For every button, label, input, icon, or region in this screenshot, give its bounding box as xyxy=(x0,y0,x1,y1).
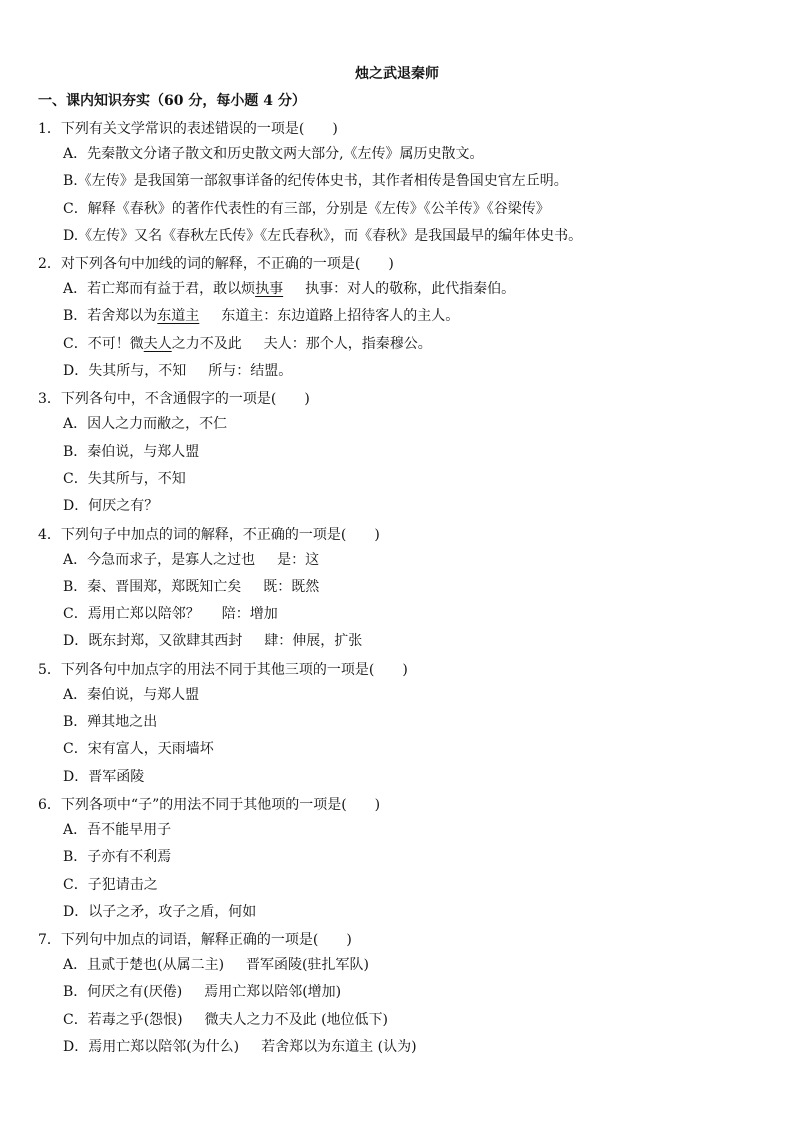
option-text: C．不可！微 xyxy=(63,335,144,352)
option-text: A．吾不能早用子 xyxy=(63,821,172,838)
option-explanation: 微夫人之力不及此 (地位低下) xyxy=(204,1011,389,1028)
option-A xyxy=(38,411,758,438)
option-text: D．晋军函陵 xyxy=(63,768,145,785)
option-A xyxy=(38,141,758,168)
underlined-term: 夫人 xyxy=(143,335,172,352)
option-text: A．秦伯说，与郑人盟 xyxy=(63,686,200,703)
option-text: D．何厌之有？ xyxy=(63,498,159,515)
option-text: A．若亡郑而有益于君，敢以烦 xyxy=(63,281,256,298)
option-explanation: 夫人：那个人，指秦穆公。 xyxy=(263,335,432,352)
option-text: B．秦伯说，与郑人盟 xyxy=(63,443,200,460)
question-stem: 3．下列各句中，不含通假字的一项是( ) xyxy=(38,391,310,408)
option-A xyxy=(38,952,758,979)
question-list xyxy=(38,118,758,1064)
question-stem: 7．下列句中加点的词语，解释正确的一项是( ) xyxy=(38,932,352,949)
option-text: D．失其所与，不知 xyxy=(63,363,187,380)
option-text: B．子亦有不利焉 xyxy=(63,849,172,866)
option-D xyxy=(38,358,758,385)
option-explanation: 晋军函陵(驻扎军队) xyxy=(246,957,369,974)
option-B xyxy=(38,439,758,466)
option-B xyxy=(38,844,758,871)
option-A xyxy=(38,276,758,303)
option-text: C．焉用亡郑以陪邻？ xyxy=(63,606,200,623)
option-B xyxy=(38,709,758,736)
question-2 xyxy=(38,253,758,385)
option-text: A．先秦散文分诸子散文和历史散文两大部分,《左传》属历史散文。 xyxy=(63,146,484,162)
option-text: D．以子之矛，攻子之盾，何如 xyxy=(63,903,257,920)
question-stem: 2．对下列各句中加线的词的解释，不正确的一项是( ) xyxy=(38,256,394,273)
option-text: B．秦、晋围郑，郑既知亡矣 xyxy=(63,578,242,595)
option-A xyxy=(38,547,758,574)
option-text: A．今急而求子，是寡人之过也 xyxy=(63,551,256,568)
option-C xyxy=(38,736,758,763)
option-text: D.《左传》又名《春秋左氏传》《左氏春秋》，而《春秋》是我国最早的编年体史书。 xyxy=(63,227,583,244)
option-D xyxy=(38,493,758,520)
option-text: C．若毒之乎(怨恨) xyxy=(63,1011,183,1028)
option-text: C．宋有富人，天雨墙坏 xyxy=(63,741,214,758)
option-D xyxy=(38,223,758,250)
option-B xyxy=(38,979,758,1006)
option-explanation: 焉用亡郑以陪邻(增加) xyxy=(204,984,342,1001)
option-explanation: 东道主：东边道路上招待客人的主人。 xyxy=(221,308,460,325)
option-C xyxy=(38,331,758,358)
option-explanation: 既：既然 xyxy=(263,578,320,595)
option-explanation: 肆：伸展，扩张 xyxy=(264,633,363,650)
question-1 xyxy=(38,118,758,250)
option-text: A．且贰于楚也(从属二主) xyxy=(63,957,225,974)
option-B xyxy=(38,303,758,330)
question-stem: 6．下列各项中“子”的用法不同于其他项的一项是( ) xyxy=(38,796,381,813)
question-5 xyxy=(38,659,758,791)
question-4 xyxy=(38,524,758,656)
question-stem: 1．下列有关文学常识的表述错误的一项是( ) xyxy=(38,121,338,137)
option-C xyxy=(38,872,758,899)
option-B xyxy=(38,574,758,601)
option-B xyxy=(38,168,758,195)
option-text: C．子犯请击之 xyxy=(63,876,158,893)
option-text: D．既东封郑，又欲肆其西封 xyxy=(63,633,243,650)
option-D xyxy=(38,1034,758,1061)
question-stem: 4．下列句子中加点的词的解释，不正确的一项是( ) xyxy=(38,526,380,543)
option-text: C．解释《春秋》的著作代表性的有三部，分别是《左传》《公羊传》《谷梁传》 xyxy=(63,200,550,217)
option-D xyxy=(38,899,758,926)
option-C xyxy=(38,1007,758,1034)
question-stem: 5．下列各句中加点字的用法不同于其他三项的一项是( ) xyxy=(38,661,408,678)
option-explanation: 执事：对人的敬称，此代指秦伯。 xyxy=(305,281,516,298)
option-text-tail: 之力不及此 xyxy=(171,335,242,352)
option-text: B．殚其地之出 xyxy=(63,714,158,731)
page-title: 烛之武退秦师 xyxy=(355,66,439,82)
option-text: B．何厌之有(厌倦) xyxy=(63,984,183,1001)
underlined-term: 执事 xyxy=(255,281,284,298)
option-text: D．焉用亡郑以陪邻(为什么) xyxy=(63,1039,240,1056)
option-D xyxy=(38,764,758,791)
option-text: A．因人之力而敝之，不仁 xyxy=(63,416,228,433)
option-C xyxy=(38,466,758,493)
option-text: B.《左传》是我国第一部叙事详备的纪传体史书，其作者相传是鲁国史官左丘明。 xyxy=(63,173,568,190)
option-explanation: 所与：结盟。 xyxy=(208,363,293,380)
question-7 xyxy=(38,929,758,1061)
option-text: B．若舍郑以为 xyxy=(63,308,158,325)
question-6 xyxy=(38,794,758,926)
option-A xyxy=(38,682,758,709)
option-D xyxy=(38,628,758,655)
option-explanation: 陪：增加 xyxy=(221,606,278,623)
option-text: C．失其所与，不知 xyxy=(63,470,186,487)
option-A xyxy=(38,817,758,844)
option-C xyxy=(38,196,758,223)
option-C xyxy=(38,601,758,628)
option-explanation: 若舍郑以为东道主 (认为) xyxy=(261,1039,417,1056)
underlined-term: 东道主 xyxy=(157,308,200,325)
section-heading: 一、课内知识夯实（60 分，每小题 4 分） xyxy=(38,93,306,109)
option-explanation: 是：这 xyxy=(277,551,320,568)
question-3 xyxy=(38,388,758,520)
